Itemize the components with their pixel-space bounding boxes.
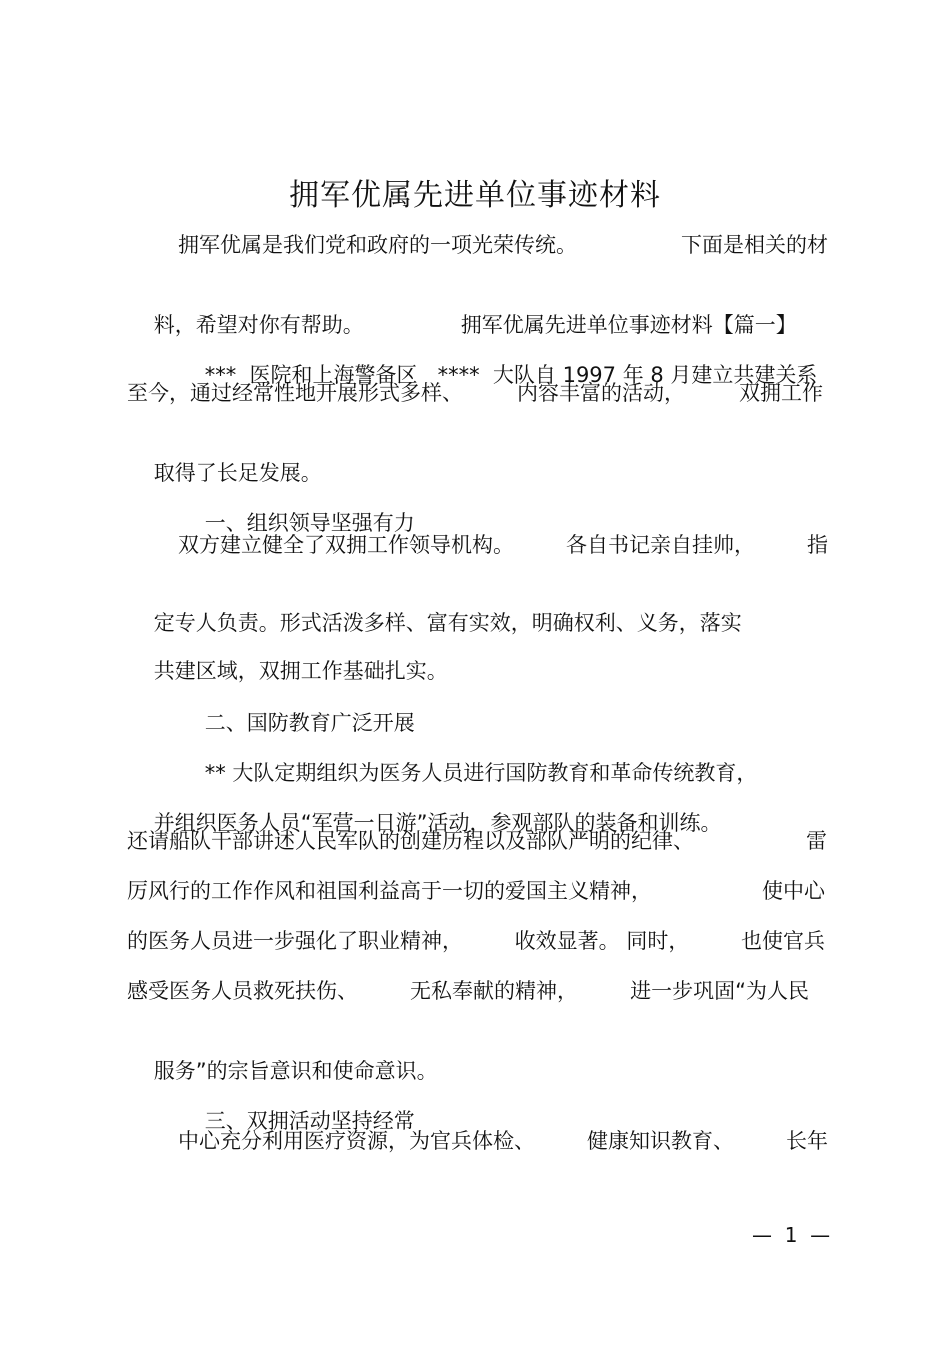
text-segment: 无私奉献的精神，: [410, 979, 579, 1003]
text-segment: 中心充分利用医疗资源，为官兵体检、: [178, 1129, 535, 1153]
text-line-15: [127, 926, 825, 956]
document-title: 拥军优属先进单位事迹材料: [289, 178, 661, 213]
page-number: — 1 —: [752, 1223, 831, 1247]
text-line-4: [127, 378, 823, 408]
text-segment: 双拥工作: [739, 381, 823, 405]
text-segment: 厉风行的工作作风和祖国利益高于一切的爱国主义精神，: [127, 879, 652, 903]
text-segment: 一、组织领导坚强有力: [204, 511, 415, 535]
text-segment: 内容丰富的活动，: [517, 381, 685, 405]
text-segment: 料，希望对你有帮助。: [153, 313, 364, 337]
text-segment: 健康知识教育、: [587, 1129, 734, 1153]
text-line-14: [127, 876, 825, 906]
text-segment: 雷: [806, 829, 827, 853]
text-segment: 拥军优属是我们党和政府的一项光荣传统。: [178, 233, 577, 257]
text-segment: 至今，通过经常性地开展形式多样、: [127, 381, 463, 405]
text-segment: 指: [807, 533, 828, 557]
text-segment: 进一步巩固“为人民: [630, 979, 809, 1003]
text-segment: 使中心: [762, 879, 825, 903]
text-segment: 三、双拥活动坚持经常: [204, 1109, 415, 1133]
text-segment: 下面是相关的材: [681, 233, 828, 257]
text-segment: 感受医务人员救死扶伤、: [127, 979, 358, 1003]
text-segment: 收效显著。 同时，: [514, 929, 690, 953]
text-segment: 的医务人员进一步强化了职业精神，: [127, 929, 463, 953]
text-segment: 各自书记亲自挂帅，: [566, 533, 755, 557]
text-segment: 取得了长足发展。: [153, 461, 322, 485]
text-segment: *** 医院和上海警备区: [204, 363, 418, 387]
text-segment: 长年: [786, 1129, 828, 1153]
text-segment: 共建区域，双拥工作基础扎实。: [153, 659, 448, 683]
text-line-19: [178, 1126, 828, 1156]
text-segment: 定专人负责。形式活泼多样、富有实效，明确权利、义务，落实: [153, 611, 742, 635]
text-segment: 还请船队干部讲述人民军队的创建历程以及部队严明的纪律、: [127, 829, 694, 853]
text-segment: 拥军优属先进单位事迹材料【篇一】: [460, 313, 797, 337]
text-line-1: [178, 230, 828, 260]
text-segment: 双方建立健全了双拥工作领导机构。: [178, 533, 514, 557]
text-segment: **** 大队自 1997 年 8 月建立共建关系: [437, 363, 818, 387]
text-segment: 二、国防教育广泛开展: [204, 711, 415, 735]
text-line-13: [127, 826, 827, 856]
text-line-7: [178, 530, 828, 560]
text-segment: ** 大队定期组织为医务人员进行国防教育和革命传统教育，: [204, 761, 758, 785]
text-segment: 服务”的宗旨意识和使命意识。: [153, 1059, 438, 1083]
text-line-16: [127, 976, 809, 1006]
text-segment: 也使官兵: [741, 929, 825, 953]
text-segment: 并组织医务人员“军营一日游”活动，参观部队的装备和训练。: [153, 811, 722, 835]
